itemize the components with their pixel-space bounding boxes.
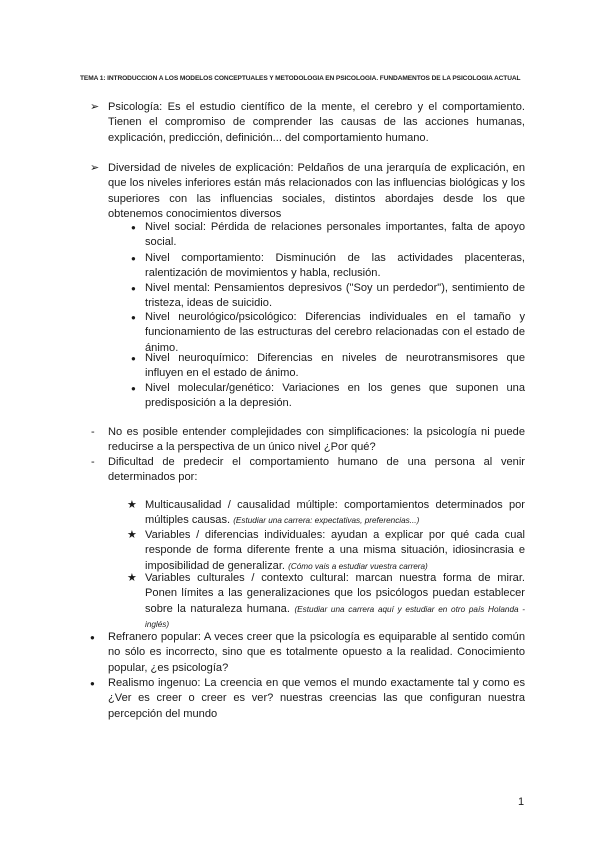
bullet-icon: ● bbox=[131, 254, 136, 263]
star-item-text: Variables culturales / contexto cultural: marcan nuestra forma de mirar. Ponen límites a las generalizaciones que los psicólogos puedan establecer sobre la naturaleza humana. bbox=[145, 572, 525, 615]
bullet-icon: ● bbox=[131, 223, 136, 232]
star-bullet-icon: ★ bbox=[127, 572, 137, 584]
arrow-bullet-icon: ➢ bbox=[90, 162, 100, 174]
bullet-icon: ● bbox=[131, 284, 136, 293]
bullet-item-realismo: Realismo ingenuo: La creencia en que vemos el mundo exactamente tal y como es ¿Ver es creer o creer es ver? nuestras creencias las que configuran nuestra percepción del mundo bbox=[108, 677, 525, 720]
bullet-icon: ● bbox=[90, 633, 95, 642]
level-item-mental: Nivel mental: Pensamientos depresivos ("Soy un perdedor"), sentimiento de tristeza, ideas de suicidio. bbox=[145, 282, 525, 310]
star-item-multicausalidad bbox=[145, 498, 525, 529]
dash-item-dificultad: Dificultad de predecir el comportamiento humano de una persona al venir determinados por: bbox=[108, 456, 525, 484]
dash-bullet-icon: - bbox=[91, 456, 95, 468]
star-item-note: (Estudiar una carrera aquí y estudiar en otro país Holanda - inglés) bbox=[145, 604, 525, 630]
star-item-variables-individuales bbox=[145, 528, 525, 574]
dash-bullet-icon: - bbox=[91, 426, 95, 438]
document-header: TEMA 1: INTRODUCCIÓN A LOS MODELOS CONCEPTUALES Y METODOLOGÍA EN PSICOLOGÍA. FUNDAMENTOS DE LA PSICOLOGÍA ACTUAL bbox=[80, 75, 521, 82]
bullet-icon: ● bbox=[131, 354, 136, 363]
arrow-bullet-icon: ➢ bbox=[90, 101, 100, 113]
arrow-item-psicologia: Psicología: Es el estudio científico de la mente, el cerebro y el comportamiento. Tienen el compromiso de comprender las causas de las acciones humanas, explicación, predicción, definición... del comportamiento humano. bbox=[108, 101, 525, 144]
star-item-note: (Estudiar una carrera: expectativas, preferencias...) bbox=[233, 516, 420, 526]
arrow-item-diversidad: Diversidad de niveles de explicación: Peldaños de una jerarquía de explicación, en que los niveles inferiores están más relacionados con las influencias biológicas y los superiores con las influencias sociales, distintos abordajes desde los que obtenemos conocimientos diversos bbox=[108, 162, 525, 221]
star-bullet-icon: ★ bbox=[127, 499, 137, 511]
dash-item-complejidades: No es posible entender complejidades con simplificaciones: la psicología ni puede reducirse a la perspectiva de un único nivel ¿Por qué? bbox=[108, 426, 525, 454]
star-bullet-icon: ★ bbox=[127, 529, 137, 541]
star-item-note: (Cómo vais a estudiar vuestra carrera) bbox=[288, 561, 428, 571]
star-item-variables-culturales bbox=[145, 571, 525, 633]
level-item-neurologico: Nivel neurológico/psicológico: Diferencias individuales en el tamaño y funcionamiento de las estructuras del cerebro relacionadas con el estado de ánimo. bbox=[145, 311, 525, 354]
level-item-comportamiento: Nivel comportamiento: Disminución de las actividades placenteras, ralentización de movimientos y habla, reclusión. bbox=[145, 252, 525, 280]
bullet-icon: ● bbox=[90, 679, 95, 688]
page-number: 1 bbox=[518, 796, 525, 808]
level-item-neuroquimico: Nivel neuroquímico: Diferencias en niveles de neurotransmisores que influyen en el estado de ánimo. bbox=[145, 352, 525, 380]
star-item-text: Multicausalidad / causalidad múltiple: comportamientos determinados por múltiples causas. bbox=[145, 499, 525, 527]
bullet-icon: ● bbox=[131, 384, 136, 393]
level-item-social: Nivel social: Pérdida de relaciones personales importantes, falta de apoyo social. bbox=[145, 221, 525, 249]
bullet-item-refranero: Refranero popular: A veces creer que la psicología es equiparable al sentido común no sólo es incorrecto, sino que es totalmente opuesto a la realidad. Conocimiento popular, ¿es psicología? bbox=[108, 631, 525, 674]
bullet-icon: ● bbox=[131, 313, 136, 322]
star-item-text: Variables / diferencias individuales: ayudan a explicar por qué cada cual responde de forma diferente frente a una misma situación, idiosincrasia e imposibilidad de generalizar. bbox=[145, 529, 525, 572]
level-item-molecular: Nivel molecular/genético: Variaciones en los genes que suponen una predisposición a la depresión. bbox=[145, 382, 525, 410]
